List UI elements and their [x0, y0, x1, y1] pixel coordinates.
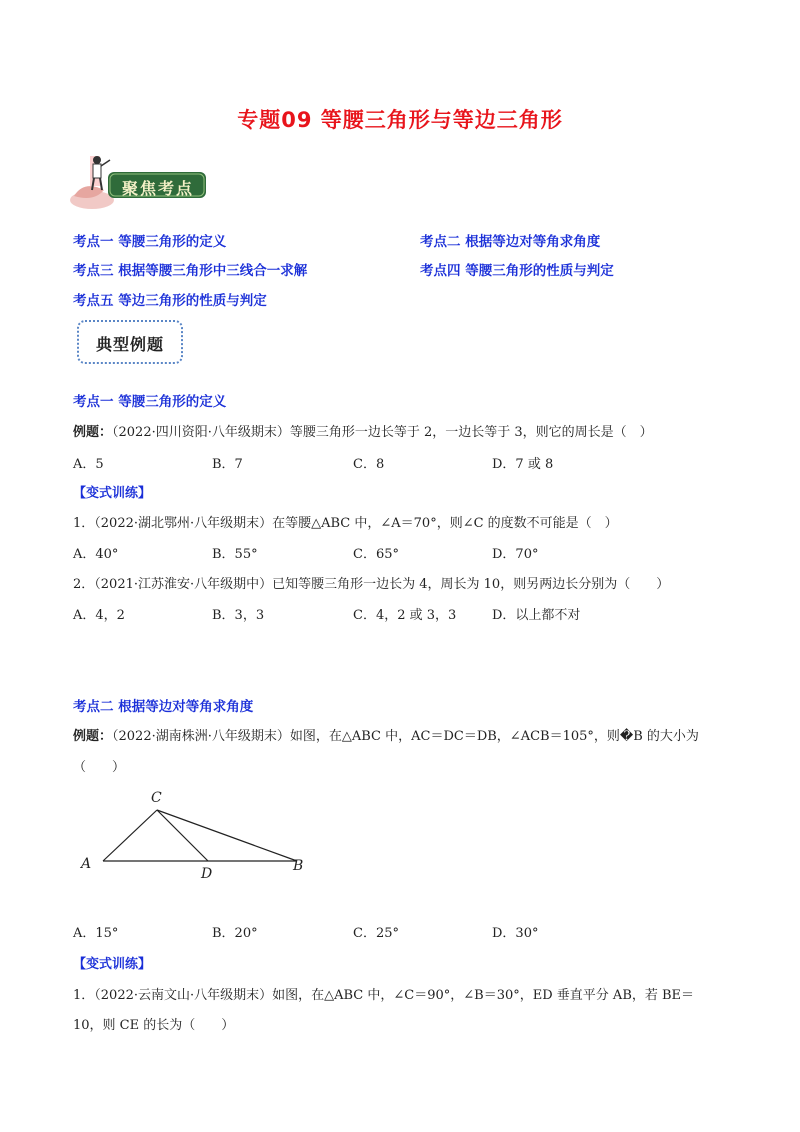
s2-option-b: B．20° — [212, 926, 258, 941]
s2-practice-question-1-line1: 1．（2022·云南文山·八年级期末）如图，在△ABC 中，∠C＝90°，∠B＝30°，ED 垂直平分 AB，若 BE＝ — [73, 988, 695, 1003]
q2-option-d: D．以上都不对 — [492, 608, 581, 623]
section2-heading: 考点二 根据等边对等角求角度 — [73, 699, 254, 715]
q2-option-b: B．3，3 — [212, 608, 265, 623]
example-label: 例题： — [73, 729, 113, 744]
section1-example — [73, 421, 653, 440]
practice-question-2: 2．（2021·江苏淮安·八年级期中）已知等腰三角形一边长为 4，周长为 10，则另两边长分别为（ ） — [73, 577, 670, 592]
practice-question-1: 1．（2022·湖北鄂州·八年级期末）在等腰△ABC 中，∠A＝70°，则∠C 的度数不可能是（ ） — [73, 516, 618, 531]
q2-option-a: A．4，2 — [73, 608, 125, 623]
vertex-label-c: C — [151, 790, 162, 806]
s2-option-d: D．30° — [492, 926, 539, 941]
vertex-label-a: A — [81, 856, 92, 872]
option-d: D．7 或 8 — [492, 457, 554, 472]
q2-option-c: C．4，2 或 3，3 — [353, 608, 457, 623]
section1-heading: 考点一 等腰三角形的定义 — [73, 394, 227, 410]
focus-point-2[interactable]: 考点二 根据等边对等角求角度 — [420, 234, 601, 250]
focus-point-3[interactable]: 考点三 根据等腰三角形中三线合一求解 — [73, 263, 308, 279]
section2-example-blank: （ ） — [73, 760, 126, 775]
option-a: A．5 — [73, 457, 104, 472]
vertex-label-b: B — [293, 858, 304, 874]
option-c: C．8 — [353, 457, 385, 472]
focus-point-5[interactable]: 考点五 等边三角形的性质与判定 — [73, 293, 267, 309]
example-label: 例题： — [73, 425, 113, 440]
page-title: 专题09 等腰三角形与等边三角形 — [237, 108, 563, 132]
practice-label-2: 【变式训练】 — [73, 957, 152, 972]
examples-badge — [77, 320, 183, 364]
focus-point-1[interactable]: 考点一 等腰三角形的定义 — [73, 234, 227, 250]
q1-option-b: B．55° — [212, 547, 258, 562]
example-text: （2022·湖南株洲·八年级期末）如图，在△ABC 中，AC＝DC＝DB，∠ACB＝105°，则�B 的大小为 — [112, 729, 699, 744]
q1-option-d: D．70° — [492, 547, 539, 562]
example-text: （2022·四川资阳·八年级期末）等腰三角形一边长等于 2，一边长等于 3，则它的周长是（ ） — [112, 425, 653, 440]
option-b: B．7 — [212, 457, 243, 472]
vertex-label-d: D — [201, 866, 213, 882]
s2-option-a: A．15° — [73, 926, 119, 941]
focus-point-4[interactable]: 考点四 等腰三角形的性质与判定 — [420, 263, 614, 279]
s2-option-c: C．25° — [353, 926, 399, 941]
focus-points-banner — [70, 152, 210, 212]
banner-label: 聚焦考点 — [122, 179, 195, 198]
q1-option-a: A．40° — [73, 547, 119, 562]
examples-badge-label: 典型例题 — [95, 335, 164, 354]
q1-option-c: C．65° — [353, 547, 399, 562]
section2-example — [73, 725, 699, 744]
s2-practice-question-1-line2: 10，则 CE 的长为（ ） — [73, 1018, 235, 1033]
triangle-diagram — [75, 788, 315, 888]
practice-label-1: 【变式训练】 — [73, 486, 152, 501]
